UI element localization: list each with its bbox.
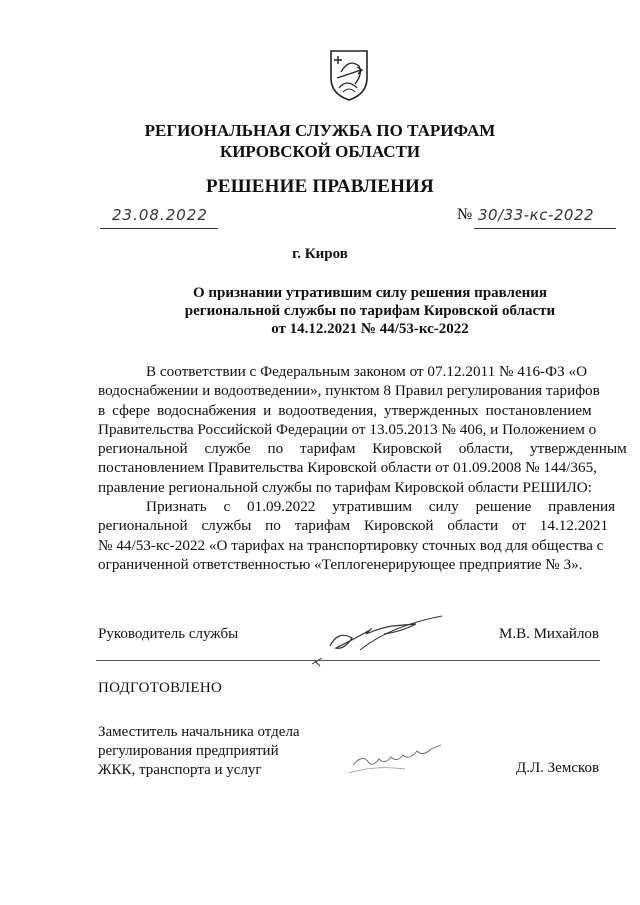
- paragraph-2: [98, 497, 616, 574]
- preparer-signature-icon: [345, 735, 475, 775]
- organization-name-line1: РЕГИОНАЛЬНАЯ СЛУЖБА ПО ТАРИФАМ: [144, 121, 496, 140]
- subject-line: региональной службы по тарифам Кировской области: [184, 303, 556, 319]
- body-line: региональной службы по тарифам Кировской области от 14.12.2021: [98, 517, 609, 535]
- number-sign: №: [457, 206, 473, 223]
- body-line: № 44/53-кс-2022 «О тарифах на транспортировку сточных вод для общества с: [98, 536, 604, 554]
- decision-subject: [165, 284, 575, 338]
- kirov-oblast-coat-of-arms-icon: [327, 48, 371, 102]
- body-line: Правительства Российской Федерации от 13.05.2013 № 406, и Положением о: [98, 420, 597, 438]
- body-line: В соответствии с Федеральным законом от 07.12.2011 № 416-ФЗ «О: [146, 363, 588, 380]
- signatory-title: Руководитель службы: [98, 626, 239, 642]
- position-line: Заместитель начальника отдела: [98, 724, 300, 740]
- body-line: постановлением Правительства Кировской области от 01.09.2008 № 144/365,: [98, 459, 597, 477]
- city-name: г. Киров: [292, 246, 348, 262]
- handwritten-signature-icon: [300, 608, 450, 668]
- number-underline: [474, 228, 616, 229]
- body-line: Признать с 01.09.2022 утратившим силу решение правления: [146, 498, 616, 516]
- date-underline: [100, 228, 218, 229]
- body-line: ограниченной ответственностью «Теплогенерирующее предприятие № 3».: [98, 555, 583, 573]
- document-type-title: РЕШЕНИЕ ПРАВЛЕНИЯ: [206, 176, 434, 197]
- signature-separator-line: [96, 660, 600, 661]
- document-date: 23.08.2022: [112, 206, 208, 224]
- decision-body: [98, 362, 627, 574]
- signatory-name: М.В. Михайлов: [499, 626, 600, 642]
- prepared-label: ПОДГОТОВЛЕНО: [98, 680, 223, 696]
- organization-name-line2: КИРОВСКОЙ ОБЛАСТИ: [219, 142, 421, 161]
- subject-line: от 14.12.2021 № 44/53-кс-2022: [271, 321, 469, 337]
- body-line: правление региональной службы по тарифам Кировской области РЕШИЛО:: [98, 478, 592, 496]
- body-line: водоснабжении и водоотведении», пунктом 8 Правил регулирования тарифов: [98, 382, 600, 400]
- paragraph-1: [98, 362, 627, 497]
- subject-line: О признании утратившим силу решения правления: [192, 285, 548, 301]
- body-line: в сфере водоснабжения и водоотведения, утвержденных постановлением: [98, 401, 592, 419]
- preparer-position: [98, 723, 300, 780]
- body-line: региональной службе по тарифам Кировской области, утвержденным: [98, 440, 627, 458]
- preparer-name: Д.Л. Земсков: [516, 760, 600, 776]
- position-line: ЖКК, транспорта и услуг: [98, 762, 262, 778]
- document-number: 30/33-кс-2022: [478, 206, 595, 224]
- position-line: регулирования предприятий: [98, 743, 279, 759]
